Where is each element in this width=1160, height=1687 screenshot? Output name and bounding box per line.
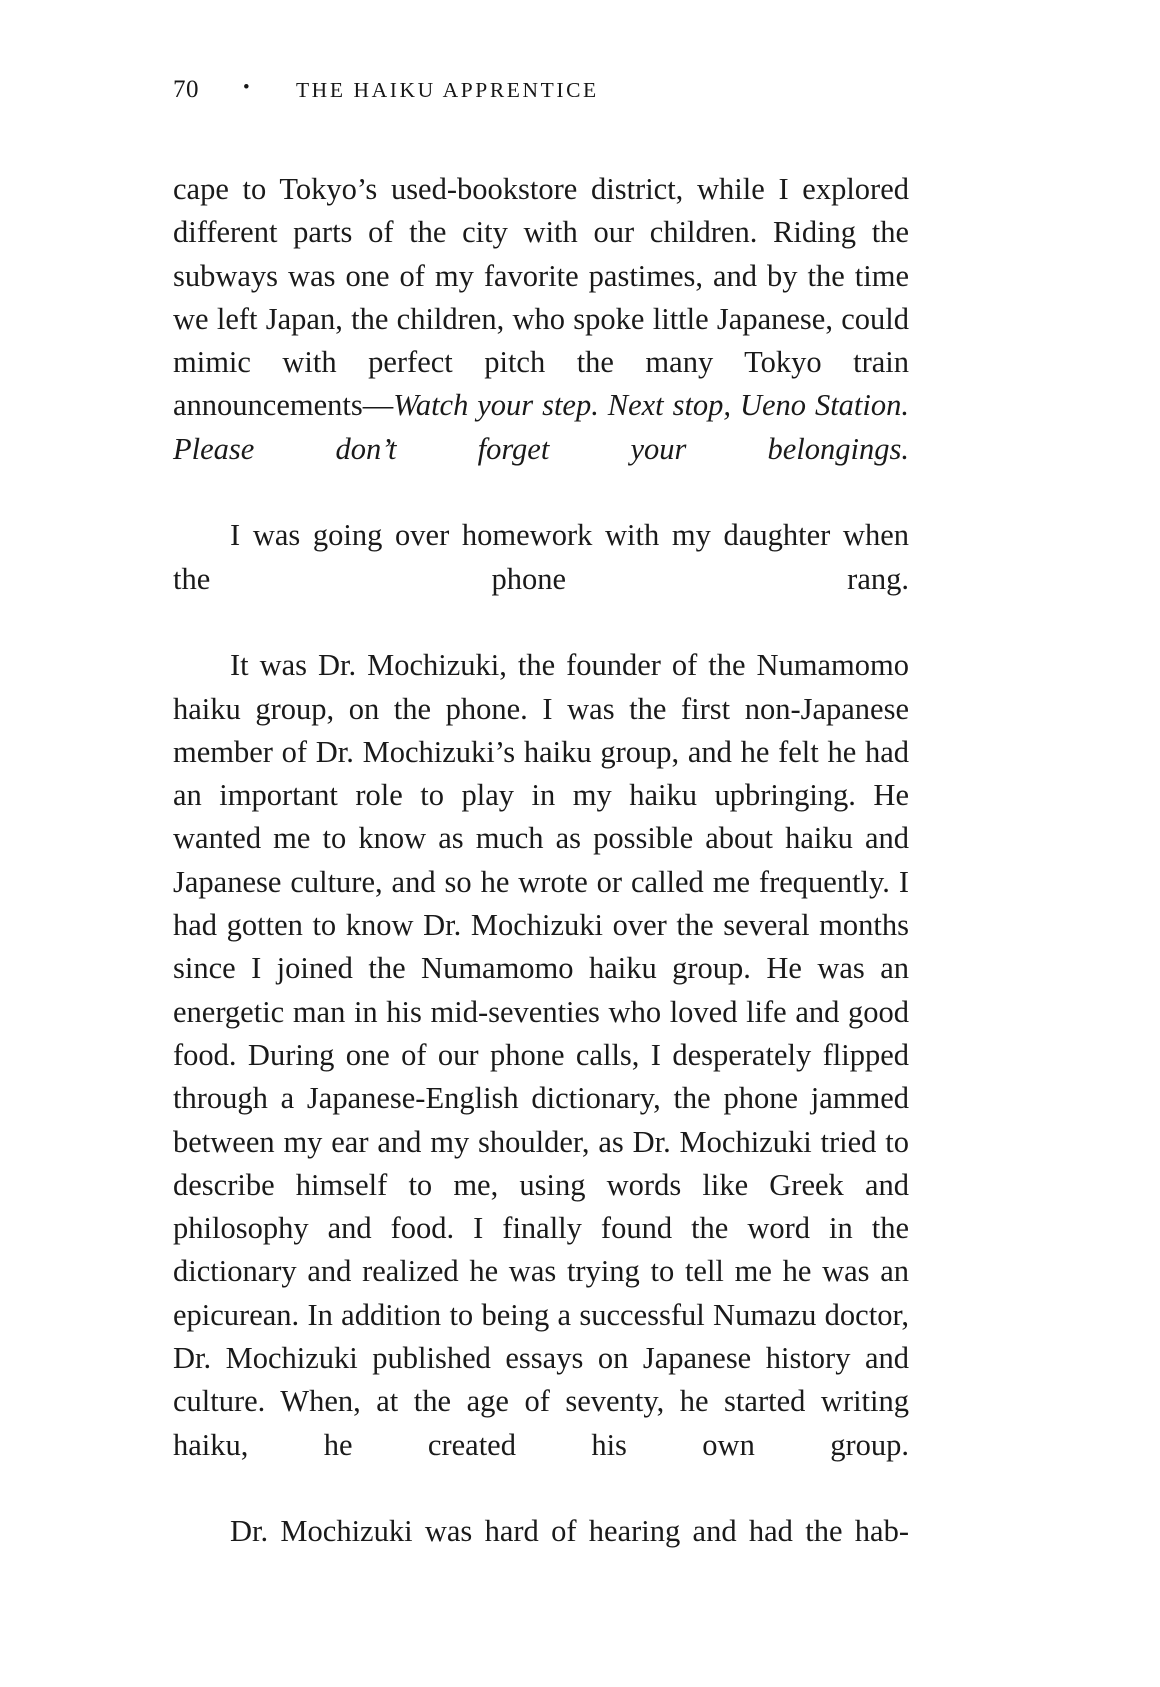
bullet-separator-icon: • [243,77,252,98]
paragraph-continuation [173,168,909,514]
text-block [173,168,909,1597]
book-title: THE HAIKU APPRENTICE [295,78,599,102]
paragraph-homework: I was going over homework with my daughter when the phone rang. [173,518,909,596]
paragraph-mochizuki: It was Dr. Mochizuki, the founder of the Numamomo haiku group, on the phone. I was the first non-Japanese member of Dr. Mochizuki’s haiku group, and he felt he had an important role to play in my haiku upbringing. He wanted me to know as much as possible about haiku and Japanese culture, and so he wrote or called me frequently. I had gotten to know Dr. Mochizuki over the several months since I joined the Numamomo haiku group. He was an energetic man in his mid-seventies who loved life and good food. During one of our phone calls, I desperately flipped through a Japanese-English dictionary, the phone jammed between my ear and my shoulder, as Dr. Mochizuki tried to describe himself to me, using words like Greek and philosophy and food. I finally found the word in the dictionary and realized he was trying to tell me he was an epicurean. In addition to being a successful Numazu doctor, Dr. Mochizuki published essays on Japanese history and culture. When, at the age of seventy, he started writing haiku, he created his own group. [173,648,909,1462]
train-announcement-italic: Watch your step. Next stop, Ueno Station. Please don’t forget your belongings. [173,388,909,466]
paragraph-text: cape to Tokyo’s used-bookstore district, while I explored different parts of the city with our children. Riding the subways was one of my favorite pastimes, and by the time we left Japan, the children, who spoke little Japanese, could mimic with perfect pitch the many Tokyo train announcements— [173,172,909,423]
paragraph-hard-of-hearing: Dr. Mochizuki was hard of hearing and had the hab- [230,1514,909,1549]
running-head [173,76,908,110]
page-number: 70 [173,76,199,103]
